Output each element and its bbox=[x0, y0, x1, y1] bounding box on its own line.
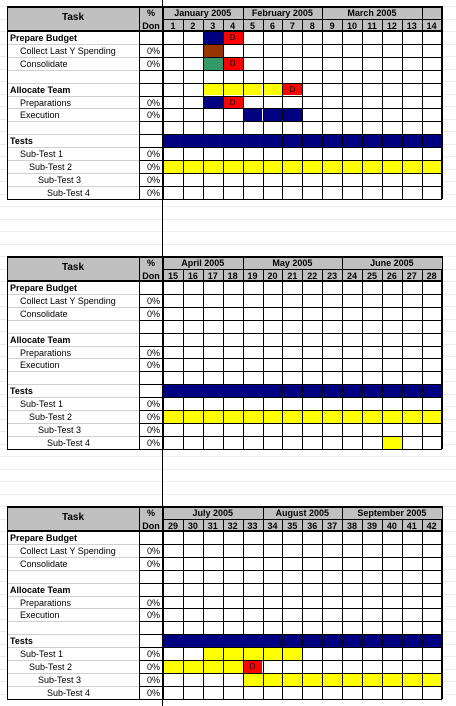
task-name[interactable]: Sub-Test 3 bbox=[38, 424, 82, 435]
week-column-line bbox=[183, 519, 184, 699]
frozen-pane-divider bbox=[162, 0, 163, 706]
week-column-line bbox=[422, 519, 423, 699]
task-name[interactable]: Execution bbox=[20, 610, 60, 621]
week-number: 41 bbox=[406, 520, 417, 531]
week-number: 24 bbox=[347, 270, 358, 281]
task-name[interactable]: Consolidate bbox=[20, 558, 68, 569]
pct-done-value[interactable]: 0% bbox=[146, 149, 160, 160]
task-group-name[interactable]: Allocate Team bbox=[10, 84, 71, 95]
row-line bbox=[139, 608, 442, 609]
week-number: 21 bbox=[287, 270, 298, 281]
month-label: April 2005 bbox=[181, 258, 225, 268]
month-label: February 2005 bbox=[251, 8, 313, 18]
pct-done-header: Don bbox=[142, 20, 160, 31]
pct-done-value[interactable]: 0% bbox=[146, 295, 160, 306]
pct-done-value[interactable]: 0% bbox=[146, 162, 160, 172]
task-name[interactable]: Sub-Test 4 bbox=[47, 437, 91, 448]
week-column-line bbox=[382, 519, 383, 699]
month-label: March 2005 bbox=[347, 8, 397, 18]
task-name[interactable]: Consolidate bbox=[20, 308, 68, 319]
week-number: 16 bbox=[187, 270, 198, 281]
week-number: 8 bbox=[309, 20, 315, 31]
pct-done-value[interactable]: 0% bbox=[146, 308, 160, 319]
pct-done-value[interactable]: 0% bbox=[146, 58, 160, 69]
row-line bbox=[139, 660, 442, 661]
week-number: 31 bbox=[207, 520, 218, 531]
task-group-name[interactable]: Tests bbox=[10, 136, 33, 147]
task-column-header: Task bbox=[61, 512, 85, 523]
deadline-marker: D bbox=[249, 662, 256, 671]
deadline-marker: D bbox=[289, 84, 296, 94]
pct-done-value[interactable]: 0% bbox=[146, 597, 160, 608]
week-number: 5 bbox=[250, 20, 256, 31]
week-number: 37 bbox=[327, 520, 338, 531]
week-number: 2 bbox=[190, 20, 196, 31]
task-group-name[interactable]: Prepare Budget bbox=[10, 33, 78, 43]
month-label: July 2005 bbox=[192, 508, 234, 518]
week-number: 7 bbox=[289, 20, 295, 31]
week-number: 3 bbox=[210, 20, 216, 31]
month-label: August 2005 bbox=[275, 508, 330, 518]
week-number: 18 bbox=[227, 270, 238, 281]
row-line bbox=[139, 570, 442, 571]
week-number: 17 bbox=[207, 270, 218, 281]
week-number: 35 bbox=[287, 520, 298, 531]
week-number: 9 bbox=[329, 20, 335, 31]
pct-done-value[interactable]: 0% bbox=[146, 45, 160, 56]
task-name[interactable]: Preparations bbox=[20, 347, 72, 358]
week-number: 42 bbox=[426, 520, 437, 531]
row-line bbox=[139, 596, 442, 597]
pct-done-value[interactable]: 0% bbox=[146, 545, 160, 556]
task-column-header: Task bbox=[61, 12, 85, 23]
task-name[interactable]: Sub-Test 3 bbox=[38, 174, 82, 185]
week-number: 14 bbox=[426, 20, 437, 31]
task-group-name[interactable]: Prepare Budget bbox=[10, 283, 78, 293]
month-label: January 2005 bbox=[174, 8, 232, 18]
pct-done-header: Don bbox=[142, 270, 160, 281]
task-name[interactable]: Sub-Test 4 bbox=[47, 187, 91, 198]
task-name[interactable]: Consolidate bbox=[20, 58, 68, 69]
row-line bbox=[139, 686, 442, 687]
task-group-name[interactable]: Tests bbox=[10, 386, 33, 397]
task-name[interactable]: Sub-Test 3 bbox=[38, 674, 82, 685]
month-label: June 2005 bbox=[370, 258, 414, 268]
row-line bbox=[139, 544, 442, 545]
week-number: 26 bbox=[386, 270, 397, 281]
right-border bbox=[441, 506, 443, 699]
task-name[interactable]: Preparations bbox=[20, 597, 72, 608]
task-name[interactable]: Sub-Test 2 bbox=[29, 162, 73, 172]
row-line bbox=[139, 647, 442, 648]
pct-done-header: % bbox=[146, 508, 155, 518]
pct-done-value[interactable]: 0% bbox=[146, 174, 160, 185]
task-name[interactable]: Execution bbox=[20, 110, 60, 121]
week-number: 13 bbox=[406, 20, 417, 31]
row-line bbox=[139, 634, 442, 635]
week-number: 20 bbox=[267, 270, 278, 281]
pct-done-value[interactable]: 0% bbox=[146, 110, 160, 121]
task-name[interactable]: Collect Last Y Spending bbox=[20, 545, 116, 556]
week-column-line bbox=[223, 519, 224, 699]
pct-done-value[interactable]: 0% bbox=[146, 437, 160, 448]
task-name[interactable]: Preparations bbox=[20, 97, 72, 108]
pct-done-value[interactable]: 0% bbox=[146, 674, 160, 685]
week-number: 28 bbox=[426, 270, 437, 281]
deadline-marker: D bbox=[229, 58, 236, 68]
week-column-line bbox=[203, 519, 204, 699]
task-group-name[interactable]: Allocate Team bbox=[10, 584, 71, 595]
task-name[interactable]: Sub-Test 1 bbox=[20, 399, 64, 410]
pct-done-value[interactable]: 0% bbox=[146, 97, 160, 108]
month-label: September 2005 bbox=[357, 508, 427, 518]
week-number: 36 bbox=[307, 520, 318, 531]
pct-done-value[interactable]: 0% bbox=[146, 662, 160, 672]
week-number: 39 bbox=[366, 520, 377, 531]
row-line bbox=[139, 557, 442, 558]
task-name[interactable]: Sub-Test 1 bbox=[20, 149, 64, 160]
left-border bbox=[7, 506, 8, 699]
week-number: 32 bbox=[227, 520, 238, 531]
week-column-line bbox=[362, 519, 363, 699]
deadline-marker: D bbox=[229, 97, 236, 107]
week-column-line bbox=[302, 519, 303, 699]
week-number: 30 bbox=[187, 520, 198, 531]
week-column-line bbox=[402, 519, 403, 699]
pct-done-value[interactable]: 0% bbox=[146, 187, 160, 198]
pct-done-value[interactable]: 0% bbox=[146, 347, 160, 358]
deadline-marker: D bbox=[229, 33, 236, 42]
week-number: 23 bbox=[327, 270, 338, 281]
task-group-name[interactable]: Allocate Team bbox=[10, 334, 71, 345]
week-number: 25 bbox=[366, 270, 377, 281]
week-column-line bbox=[243, 519, 244, 699]
pct-done-value[interactable]: 0% bbox=[146, 687, 160, 698]
pct-done-value[interactable]: 0% bbox=[146, 360, 160, 371]
row-line bbox=[7, 621, 139, 622]
pct-done-value[interactable]: 0% bbox=[146, 610, 160, 621]
week-number: 10 bbox=[347, 20, 358, 31]
task-bar-yellow[interactable] bbox=[203, 647, 303, 660]
week-number: 40 bbox=[386, 520, 397, 531]
task-group-name[interactable]: Prepare Budget bbox=[10, 533, 78, 543]
week-column-line bbox=[322, 519, 323, 699]
task-name[interactable]: Sub-Test 2 bbox=[29, 662, 73, 672]
row-line bbox=[139, 583, 442, 584]
pct-done-header: % bbox=[146, 8, 155, 18]
task-name[interactable]: Execution bbox=[20, 360, 60, 371]
row-line bbox=[139, 673, 442, 674]
task-name[interactable]: Sub-Test 2 bbox=[29, 412, 73, 422]
week-number: 6 bbox=[269, 20, 275, 31]
week-number: 22 bbox=[307, 270, 318, 281]
pct-done-value[interactable]: 0% bbox=[146, 649, 160, 660]
week-column-line bbox=[282, 519, 283, 699]
task-name[interactable]: Collect Last Y Spending bbox=[20, 45, 116, 56]
week-number: 29 bbox=[167, 520, 178, 531]
week-column-line bbox=[342, 519, 343, 699]
pct-done-value[interactable]: 0% bbox=[146, 399, 160, 410]
pct-done-header: Don bbox=[142, 520, 160, 531]
week-number: 33 bbox=[247, 520, 258, 531]
week-number: 38 bbox=[347, 520, 358, 531]
task-name[interactable]: Sub-Test 1 bbox=[20, 649, 64, 660]
row-line bbox=[7, 570, 139, 571]
week-number: 34 bbox=[267, 520, 278, 531]
row-line bbox=[139, 621, 442, 622]
pct-done-value[interactable]: 0% bbox=[146, 412, 160, 422]
task-group-name[interactable]: Tests bbox=[10, 636, 33, 647]
pct-done-value[interactable]: 0% bbox=[146, 558, 160, 569]
week-number: 11 bbox=[367, 20, 377, 31]
week-number: 19 bbox=[247, 270, 258, 281]
month-divider bbox=[442, 506, 443, 519]
week-number: 1 bbox=[170, 20, 176, 31]
week-number: 15 bbox=[167, 270, 178, 281]
week-number: 12 bbox=[386, 20, 397, 31]
month-label: May 2005 bbox=[272, 258, 313, 268]
week-number: 4 bbox=[230, 20, 236, 31]
block-bottom-border bbox=[7, 699, 442, 700]
pct-done-value[interactable]: 0% bbox=[146, 424, 160, 435]
task-column-header: Task bbox=[61, 262, 85, 273]
task-name[interactable]: Sub-Test 4 bbox=[47, 687, 91, 698]
task-name[interactable]: Collect Last Y Spending bbox=[20, 295, 116, 306]
week-column-line bbox=[263, 519, 264, 699]
pct-done-header: % bbox=[146, 258, 155, 268]
week-number: 27 bbox=[406, 270, 417, 281]
